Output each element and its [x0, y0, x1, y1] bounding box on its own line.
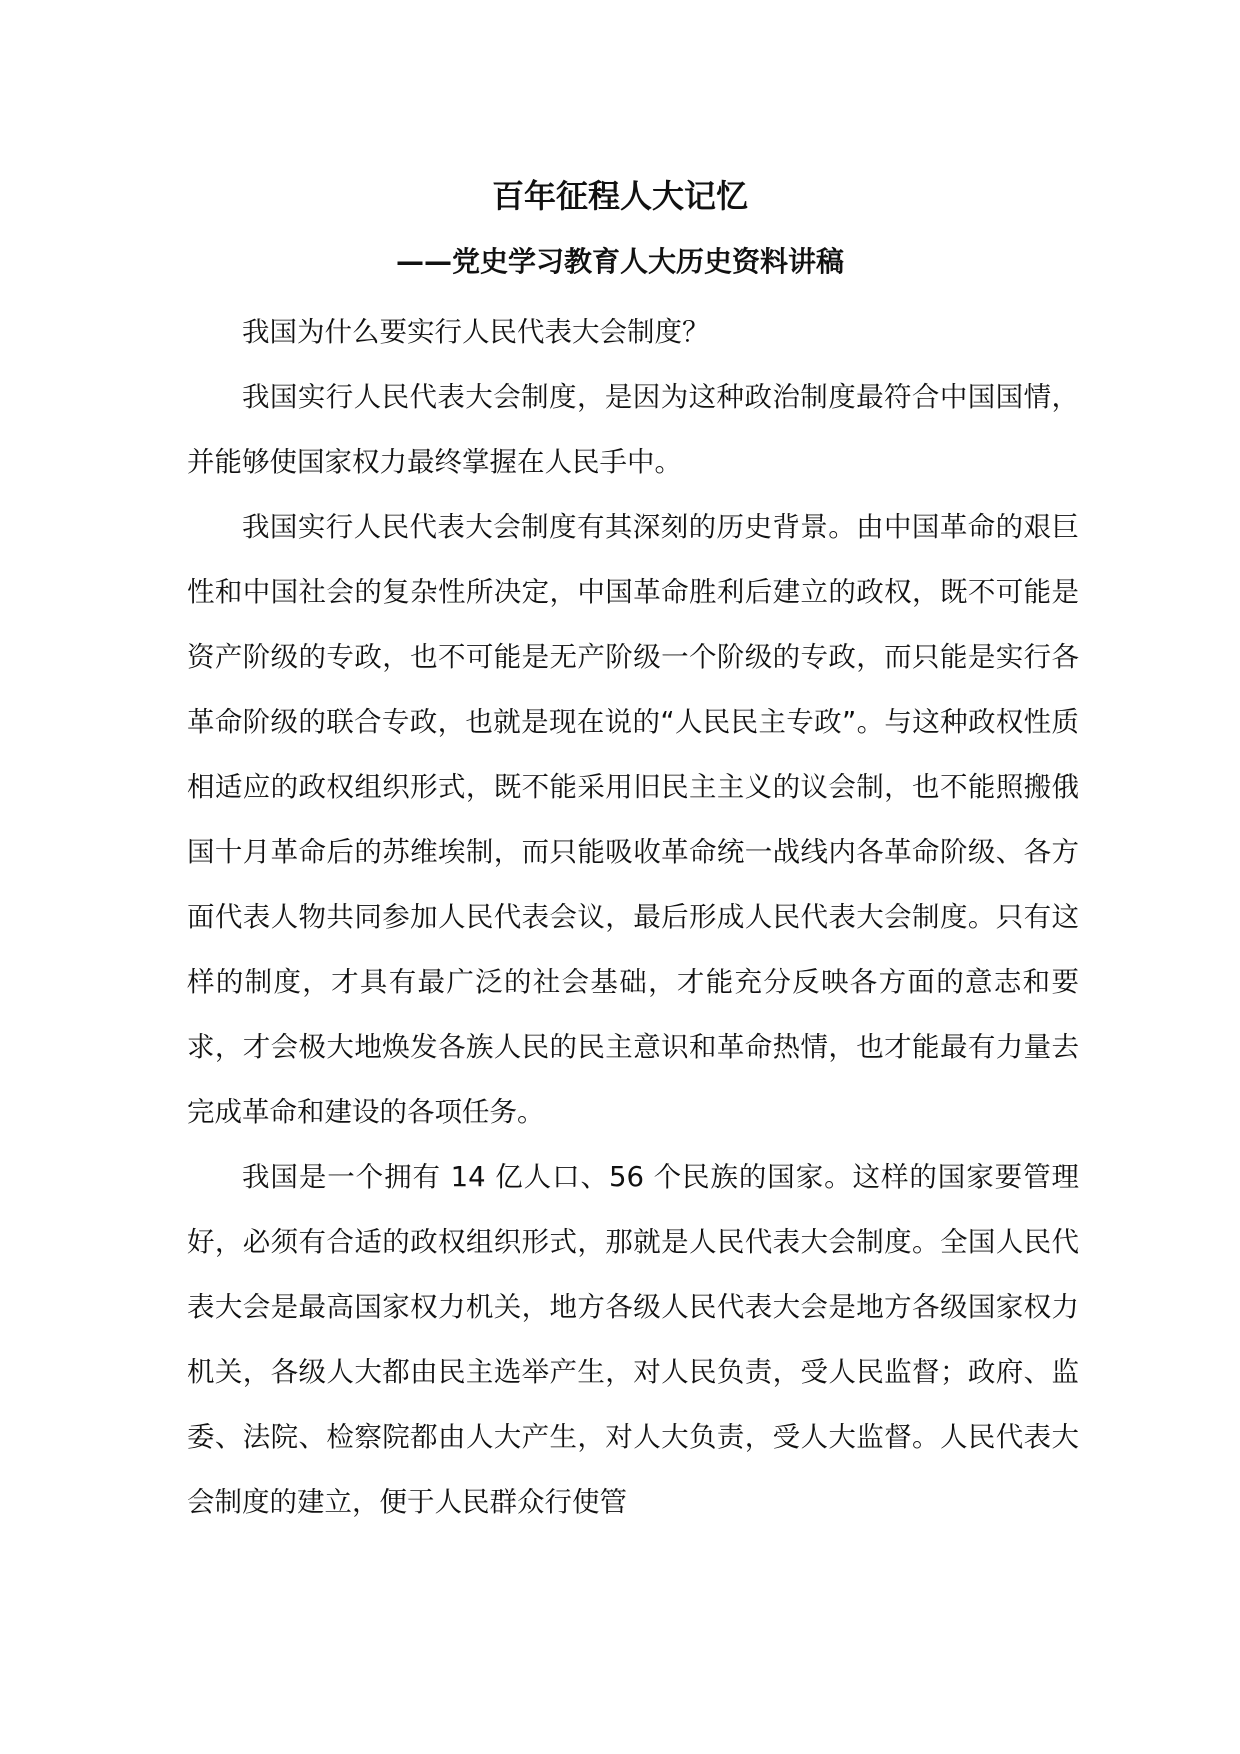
document-title: 百年征程人大记忆: [491, 177, 748, 215]
paragraph-answer: 我国实行人民代表大会制度，是因为这种政治制度最符合中国国情，并能够使国家权力最终掌握在人民手中。: [187, 381, 1079, 478]
document-body: [187, 300, 1079, 1535]
paragraph-population: 我国是一个拥有 14 亿人口、56 个民族的国家。这样的国家要管理好，必须有合适的政权组织形式，那就是人民代表大会制度。全国人民代表大会是最高国家权力机关，地方各级人民代表大会是地方各级国家权力机关，各级人大都由民主选举产生，对人民负责，受人民监督；政府、监委、法院、检察院都由人大产生，对人大负责，受人大监督。人民代表大会制度的建立，便于人民群众行使管: [187, 1161, 1079, 1518]
document-subtitle: ——党史学习教育人大历史资料讲稿: [395, 245, 844, 278]
paragraph-history: 我国实行人民代表大会制度有其深刻的历史背景。由中国革命的艰巨性和中国社会的复杂性所决定，中国革命胜利后建立的政权，既不可能是资产阶级的专政，也不可能是无产阶级一个阶级的专政，而只能是实行各革命阶级的联合专政，也就是现在说的“人民民主专政”。与这种政权性质相适应的政权组织形式，既不能采用旧民主主义的议会制，也不能照搬俄国十月革命后的苏维埃制，而只能吸收革命统一战线内各革命阶级、各方面代表人物共同参加人民代表会议，最后形成人民代表大会制度。只有这样的制度，才具有最广泛的社会基础，才能充分反映各方面的意志和要求，才会极大地焕发各族人民的民主意识和革命热情，也才能最有力量去完成革命和建设的各项任务。: [187, 511, 1079, 1128]
paragraph-question: 我国为什么要实行人民代表大会制度？: [242, 316, 710, 348]
